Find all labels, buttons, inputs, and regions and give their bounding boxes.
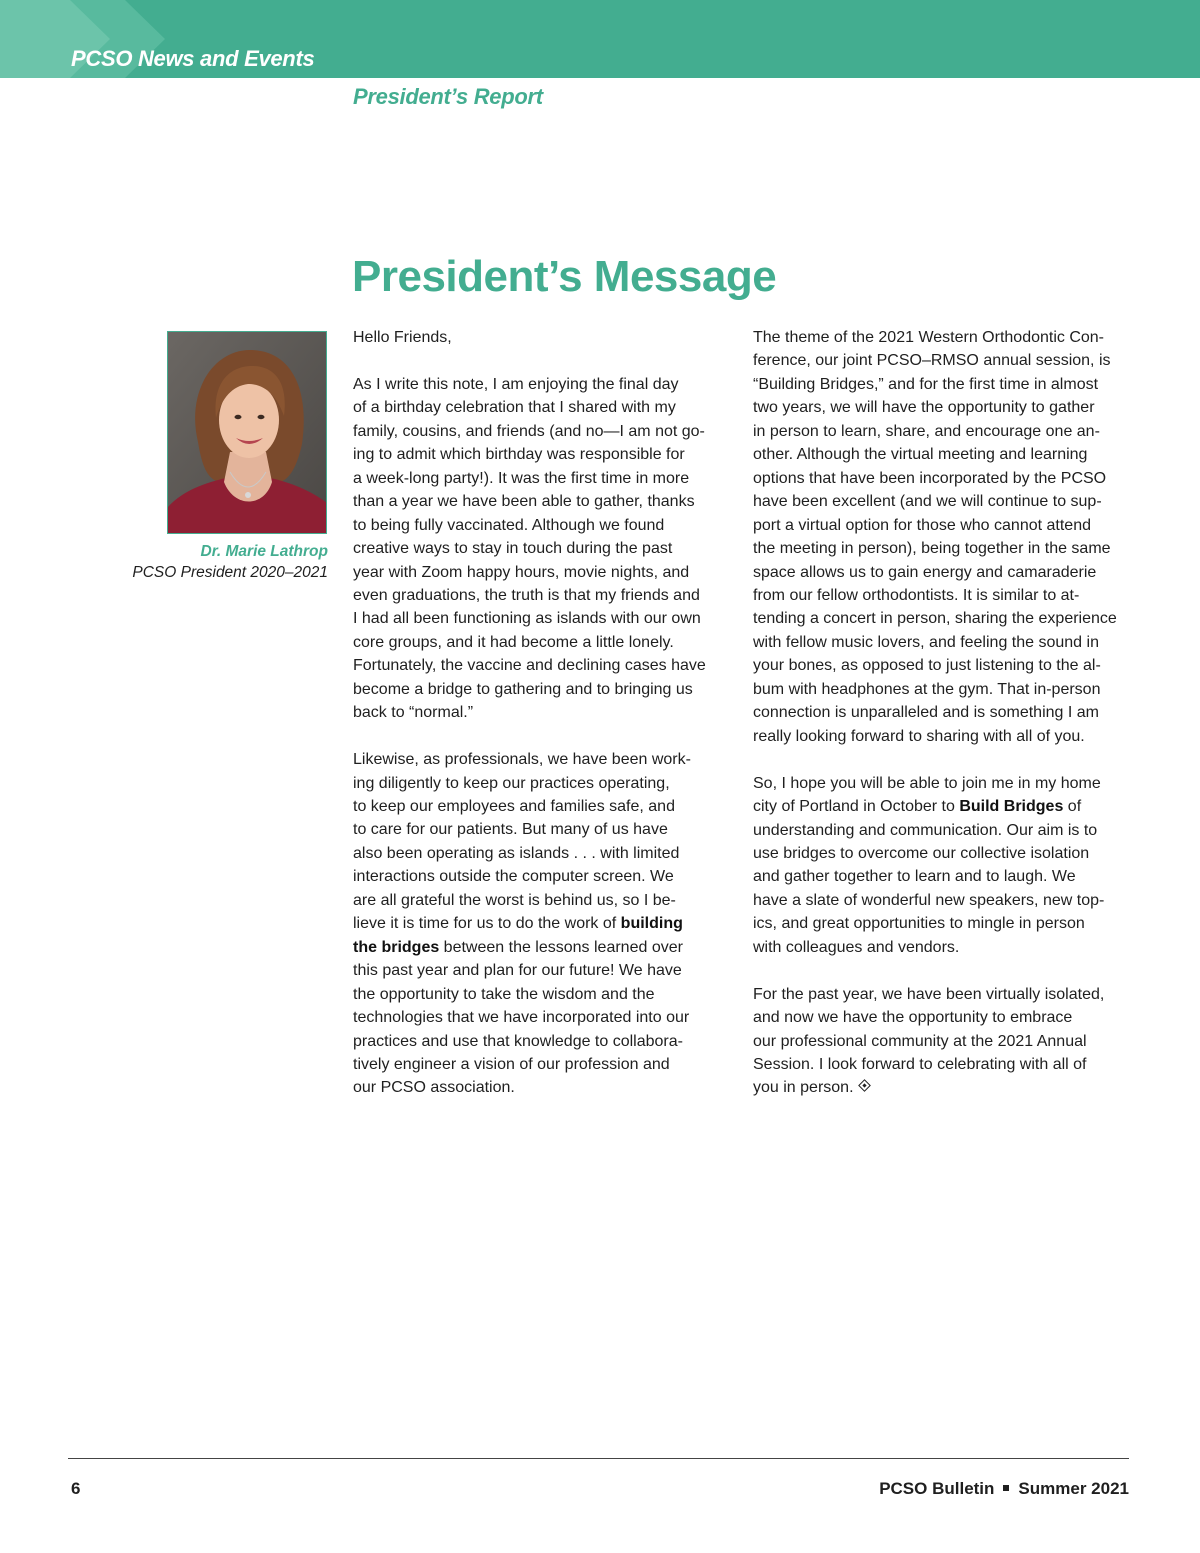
emphasis-text: the bridges: [353, 938, 440, 956]
section-title: PCSO News and Events: [71, 46, 315, 71]
header-band: [0, 0, 1200, 78]
issue-date: Summer 2021: [1018, 1479, 1129, 1498]
paragraph: For the past year, we have been virtually isolated, and now we have the opportunity to embrace our professional community at the 2021 Annual Session. I look forward to celebrating with all of you in person.: [753, 985, 1105, 1097]
portrait-caption-role: PCSO President 2020–2021: [132, 564, 328, 581]
end-of-article-icon: [858, 1080, 871, 1093]
article-column-left: [353, 326, 733, 1123]
subsection-title: President’s Report: [353, 84, 543, 109]
paragraph: As I write this note, I am enjoying the final day of a birthday celebration that I shared with my family, cousins, and friends (and no—I am not go- ing to admit which birthday was responsible for a week-long party!). It was the first time in more than a year we have been able to gather, thanks to being fully vaccinated. Although we found creative ways to stay in touch during the past year with Zoom happy hours, movie nights, and even graduations, the truth is that my friends and I had all been functioning as islands with our own core groups, and it had become a little lonely. Fortunately, the vaccine and declining cases have become a bridge to gathering and to bringing us back to “normal.”: [353, 375, 706, 722]
portrait-caption-name: Dr. Marie Lathrop: [200, 543, 328, 560]
footer-divider: [68, 1458, 1129, 1459]
author-portrait: [167, 331, 327, 534]
article-column-right: [753, 326, 1138, 1123]
greeting: Hello Friends,: [353, 329, 452, 346]
paragraph: So, I hope you will be able to join me in my home city of Portland in October to Build Bridges of understanding and communication. Our aim is to use bridges to overcome our collective isolation and gather together to learn and to laugh. We have a slate of wonderful new speakers, new top- ics, and great opportunities to mingle in person with colleagues and vendors.: [753, 774, 1105, 956]
emphasis-text: building: [620, 915, 683, 933]
footer-publication: [879, 1479, 1129, 1499]
page-number: 6: [71, 1479, 81, 1498]
publication-name: PCSO Bulletin: [879, 1479, 995, 1498]
page-heading: President’s Message: [352, 252, 777, 301]
paragraph: The theme of the 2021 Western Orthodontic Con- ference, our joint PCSO–RMSO annual session, is “Building Bridges,” and for the first time in almost two years, we will have the opportunity to gather in person to learn, share, and encourage one an- other. Although the virtual meeting and learning options that have been incorporated by the PCSO have been excellent (and we will continue to sup- port a virtual option for those who cannot attend the meeting in person), being together in the same space allows us to gain energy and camaraderie from our fellow orthodontists. It is similar to at- tending a concert in person, sharing the experience with fellow music lovers, and feeling the sound in your bones, as opposed to just listening to the al- bum with headphones at the gym. That in-person connection is unparalleled and is something I am really looking forward to sharing with all of you.: [753, 329, 1117, 745]
paragraph: Likewise, as professionals, we have been work- ing diligently to keep our practices operating, to keep our employees and families safe, and to care for our patients. But many of us have also been operating as islands . . . with limited interactions outside the computer screen. We are all grateful the worst is behind us, so I be- lieve it is time for us to do the work of building the bridges between the lessons learned over this past year and plan for our future! We have the opportunity to take the wisdom and the technologies that we have incorporated into our practices and use that knowledge to collabora- tively engineer a vision of our profession and our PCSO association.: [353, 751, 691, 1097]
emphasis-text: Build Bridges: [959, 798, 1064, 816]
square-separator-icon: [1003, 1485, 1009, 1491]
